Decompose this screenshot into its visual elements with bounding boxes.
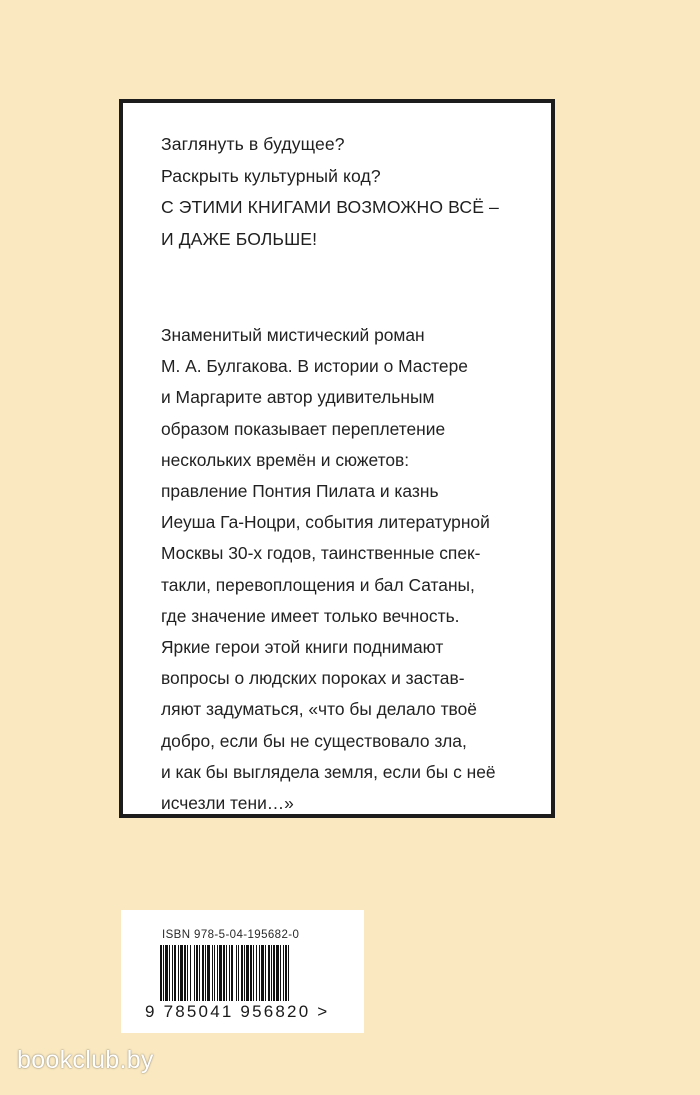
barcode-bar	[229, 945, 230, 1001]
barcode-image	[160, 945, 336, 1001]
barcode-bar	[259, 945, 260, 1001]
barcode-bar	[268, 945, 270, 1001]
description-line: где значение имеет только вечность.	[161, 605, 460, 626]
barcode-bar	[205, 945, 206, 1001]
barcode-bar	[261, 945, 264, 1001]
barcode-bar	[180, 945, 183, 1001]
barcode-bar	[236, 945, 237, 1001]
tagline-line: Раскрыть культурный код?	[161, 165, 381, 186]
barcode-bar	[214, 945, 215, 1001]
tagline-line: С ЭТИМИ КНИГАМИ ВОЗМОЖНО ВСЁ –	[161, 197, 499, 217]
barcode-bar	[172, 945, 173, 1001]
barcode-bar	[238, 945, 239, 1001]
description-line: и как бы выглядела земля, если бы с неё	[161, 761, 496, 782]
barcode-bar	[246, 945, 249, 1001]
barcode-bar	[219, 945, 222, 1001]
description-line: Москвы 30-х годов, таинственные спек-	[161, 543, 481, 564]
barcode-bar	[199, 945, 200, 1001]
barcode-bar	[212, 945, 213, 1001]
isbn-label: ISBN 978-5-04-195682-0	[162, 929, 300, 941]
description-line: правление Понтия Пилата и казнь	[161, 481, 439, 502]
barcode-bar	[285, 945, 287, 1001]
barcode-bar	[276, 945, 279, 1001]
barcode-bar	[288, 945, 289, 1001]
description-line: добро, если бы не существовало зла,	[161, 730, 467, 751]
barcode-bar	[165, 945, 168, 1001]
description-line: такли, перевоплощения и бал Сатаны,	[161, 574, 475, 595]
description-line: вопросы о людских пороках и застав-	[161, 668, 465, 689]
description-line: и Маргарите автор удивительным	[161, 387, 435, 408]
site-watermark: bookclub.by	[17, 1046, 154, 1074]
description-line: Знаменитый мистический роман	[161, 325, 425, 345]
barcode-bar	[194, 945, 195, 1001]
barcode-bar	[283, 945, 284, 1001]
barcode-bar	[174, 945, 176, 1001]
barcode-bar	[187, 945, 188, 1001]
book-description	[161, 320, 551, 819]
barcode-bar	[244, 945, 245, 1001]
description-line: исчезли тени…»	[161, 793, 294, 814]
barcode-bar	[271, 945, 272, 1001]
barcode-bar	[223, 945, 225, 1001]
barcode-bar	[202, 945, 204, 1001]
barcode-bar	[217, 945, 218, 1001]
barcode-bar	[163, 945, 164, 1001]
barcode-bar	[160, 945, 162, 1001]
tagline	[161, 129, 541, 255]
barcode-bar	[241, 945, 243, 1001]
isbn-barcode-block	[121, 910, 364, 1033]
barcode-bar	[231, 945, 233, 1001]
description-line: нескольких времён и сюжетов:	[161, 449, 410, 470]
barcode-bar	[280, 945, 281, 1001]
barcode-bar	[253, 945, 254, 1001]
barcode-bar	[226, 945, 227, 1001]
tagline-line: И ДАЖЕ БОЛЬШЕ!	[161, 228, 318, 249]
barcode-bar	[265, 945, 266, 1001]
barcode-bar	[184, 945, 186, 1001]
barcode-bar	[178, 945, 179, 1001]
barcode-bar	[273, 945, 275, 1001]
description-line: М. А. Булгакова. В истории о Мастере	[161, 356, 468, 377]
description-line: образом показывает переплетение	[161, 418, 446, 439]
barcode-bar	[169, 945, 170, 1001]
description-line: Яркие герои этой книги поднимают	[161, 637, 444, 658]
tagline-line: Заглянуть в будущее?	[161, 134, 345, 154]
description-line: Иеуша Га-Ноцри, события литературной	[161, 512, 490, 533]
barcode-digits: 9 785041 956820 >	[145, 1002, 330, 1021]
barcode-bar	[207, 945, 210, 1001]
annotation-panel	[119, 99, 555, 818]
barcode-bar	[196, 945, 198, 1001]
barcode-bar	[190, 945, 191, 1001]
barcode-bar	[256, 945, 257, 1001]
description-line: ляют задуматься, «что бы делало твоё	[161, 699, 477, 720]
barcode-bar	[250, 945, 252, 1001]
